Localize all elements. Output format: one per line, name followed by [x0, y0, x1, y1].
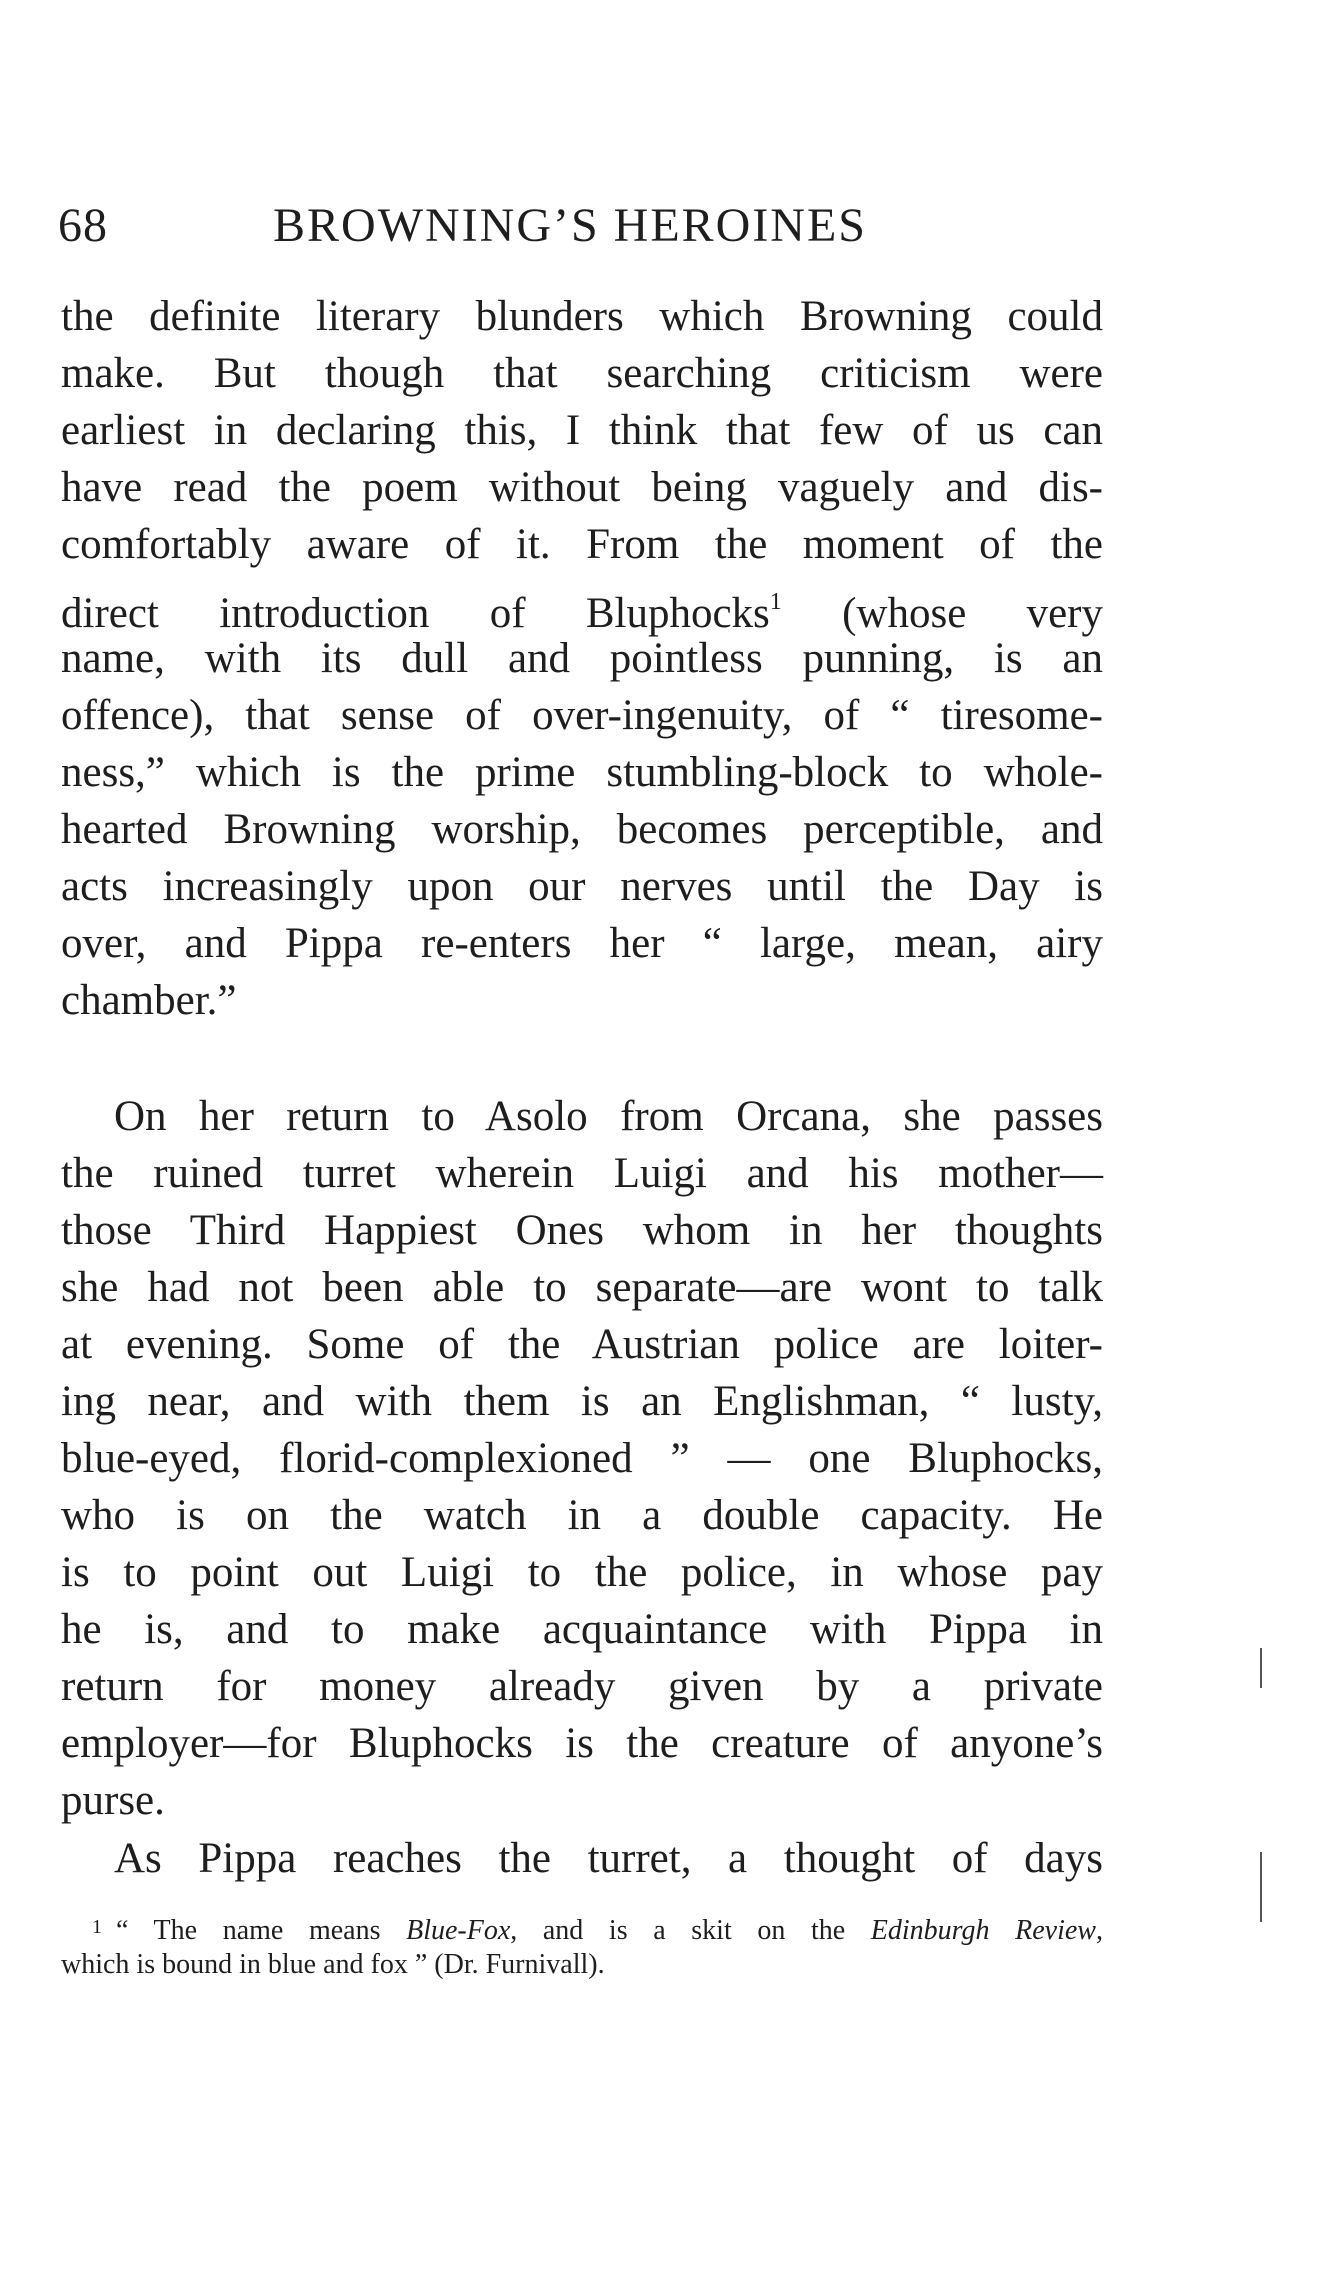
- text-line: earliest in declaring this, I think that few of us can: [61, 407, 1103, 454]
- page-header: [58, 198, 1108, 268]
- text-line: those Third Happiest Ones whom in her thoughts: [61, 1207, 1103, 1254]
- text-line: ness,” which is the prime stumbling-block to whole-: [61, 749, 1103, 796]
- text-line: blue-eyed, florid-complexioned ” — one Bluphocks,: [61, 1435, 1103, 1482]
- text-line: offence), that sense of over-ingenuity, of “ tiresome-: [61, 692, 1103, 739]
- footnote-text: “ The name means: [116, 1915, 407, 1946]
- page-number: 68: [58, 199, 108, 252]
- text-line: the definite literary blunders which Browning could: [61, 293, 1103, 340]
- text-line: name, with its dull and pointless punning, is an: [61, 635, 1103, 682]
- footnote-reference[interactable]: 1: [769, 589, 782, 615]
- text-line: who is on the watch in a double capacity. He: [61, 1492, 1103, 1539]
- text-line: have read the poem without being vaguely and dis-: [61, 464, 1103, 511]
- margin-mark: [1260, 1648, 1262, 1688]
- footnote-text: ,: [1095, 1915, 1103, 1946]
- text-line: the ruined turret wherein Luigi and his mother—: [61, 1150, 1103, 1197]
- text-line: chamber.”: [61, 977, 237, 1024]
- text-line: acts increasingly upon our nerves until the Day is: [61, 863, 1103, 910]
- text-segment: (whose very: [842, 590, 1103, 637]
- running-title: BROWNING’S HEROINES: [273, 199, 867, 252]
- footnote-marker: 1: [92, 1916, 102, 1938]
- text-line-with-footnote-ref: [61, 574, 1103, 637]
- text-line: make. But though that searching criticism were: [61, 350, 1103, 397]
- footnote-italic-text: Blue-Fox: [406, 1915, 511, 1946]
- text-line: at evening. Some of the Austrian police are loiter-: [61, 1321, 1103, 1368]
- footnote-italic-text: Edinburgh Review: [870, 1915, 1096, 1946]
- text-line: employer—for Bluphocks is the creature of anyone’s: [61, 1720, 1103, 1767]
- text-line: is to point out Luigi to the police, in whose pay: [61, 1549, 1103, 1596]
- footnote-text: , and is a skit on the: [510, 1915, 871, 1946]
- text-line: return for money already given by a private: [61, 1663, 1103, 1710]
- text-line: ing near, and with them is an Englishman, “ lusty,: [61, 1378, 1103, 1425]
- text-line: over, and Pippa re-enters her “ large, mean, airy: [61, 920, 1103, 967]
- text-line: purse.: [61, 1777, 165, 1824]
- text-line: As Pippa reaches the turret, a thought of days: [114, 1835, 1103, 1882]
- text-line: On her return to Asolo from Orcana, she passes: [114, 1093, 1103, 1140]
- footnote-line: which is bound in blue and fox ” (Dr. Furnivall).: [61, 1949, 605, 1980]
- text-line: he is, and to make acquaintance with Pippa in: [61, 1606, 1103, 1653]
- text-line: she had not been able to separate—are wont to talk: [61, 1264, 1103, 1311]
- text-line: comfortably aware of it. From the moment of the: [61, 521, 1103, 568]
- footnote-line: [92, 1908, 1103, 1950]
- margin-mark: [1260, 1852, 1262, 1922]
- text-line: hearted Browning worship, becomes perceptible, and: [61, 806, 1103, 853]
- text-segment: direct introduction of Bluphocks: [61, 590, 770, 637]
